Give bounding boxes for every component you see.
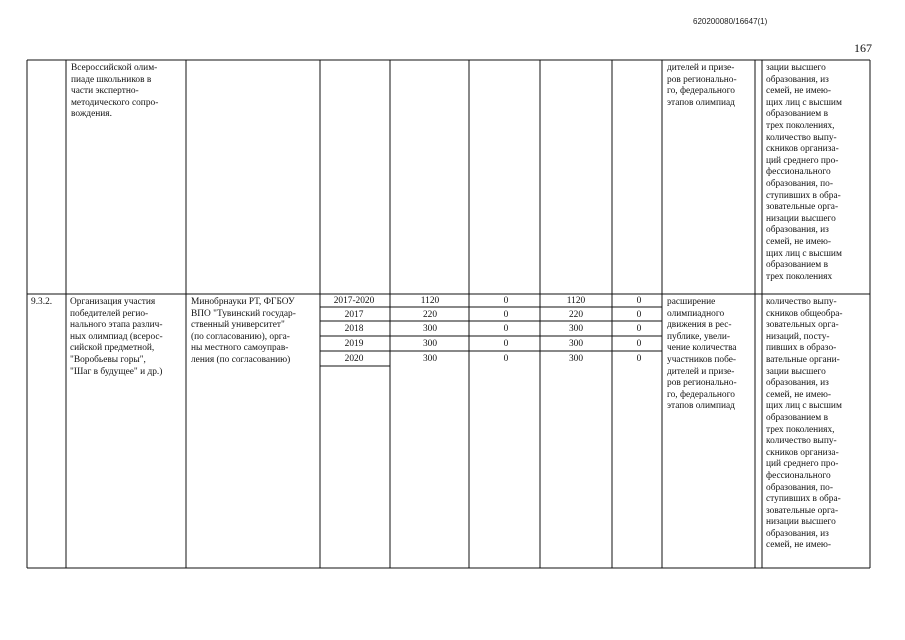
year-period: 2018 xyxy=(344,324,364,334)
other-value: 0 xyxy=(636,296,642,306)
cont-indicator-cell: зации высшего образования, из семей, не имею- щих лиц с высшим образованием в трех поколениях, количество выпу- скников организа- ций среднего про- фессионального образования, по- ступивших в обра- зовательные орга- низации высшего образования, из семей, не имею- щих лиц с высшим образованием в трех поколениях xyxy=(766,63,842,282)
federal-value: 0 xyxy=(503,339,509,349)
federal-value: 0 xyxy=(503,324,509,334)
year-period: 2017-2020 xyxy=(333,296,375,306)
total-value: 1120 xyxy=(420,296,440,306)
republic-value: 220 xyxy=(568,310,584,320)
total-value: 220 xyxy=(422,310,438,320)
republic-value: 1120 xyxy=(566,296,586,306)
executors-cell: Минобрнауки РТ, ФГБОУ ВПО "Тувинский государ- ственный университет" (по согласованию), орга- ны местного самоуправ- ления (по согласованию) xyxy=(191,297,296,365)
page-number: 167 xyxy=(854,41,872,55)
total-value: 300 xyxy=(422,324,438,334)
measure-name-cell: Организация участия победителей регио- нального этапа различ- ных олимпиад (всерос- сийской предметной, "Воробьевы горы", "Шаг в будущее" и др.) xyxy=(70,297,163,377)
other-value: 0 xyxy=(636,339,642,349)
document-id: 620200080/16647(1) xyxy=(693,17,768,26)
indicator-cell: количество выпу- скников общеобра- зовательных орга- низаций, посту- пивших в образо- вательные органи- зации высшего образования, из семей, не имею- щих лиц с высшим образованием в трех поколениях, количество выпу- скников организа- ций среднего про- фессионального образования, по- ступивших в обра- зовательные орга- низации высшего образования, из семей, не имею- xyxy=(766,297,843,551)
total-value: 300 xyxy=(422,354,438,364)
cont-result-cell: дителей и призе- ров регионально- го, федерального этапов олимпиад xyxy=(667,63,737,108)
year-period: 2019 xyxy=(344,339,364,349)
year-period: 2020 xyxy=(344,354,364,364)
expected-result-cell: расширение олимпиадного движения в рес- публике, увели- чение количества участников побе- дителей и призе- ров регионально- го, федерального этапов олимпиад xyxy=(667,297,737,412)
year-period: 2017 xyxy=(344,310,364,320)
federal-value: 0 xyxy=(503,296,509,306)
republic-value: 300 xyxy=(568,354,584,364)
cont-name-cell: Всероссийской олим- пиаде школьников в части экспертно- методического сопро- вождения. xyxy=(71,63,159,120)
other-value: 0 xyxy=(636,310,642,320)
republic-value: 300 xyxy=(568,339,584,349)
other-value: 0 xyxy=(636,324,642,334)
other-value: 0 xyxy=(636,354,642,364)
row-number: 9.3.2. xyxy=(31,297,53,307)
federal-value: 0 xyxy=(503,310,509,320)
federal-value: 0 xyxy=(503,354,509,364)
total-value: 300 xyxy=(422,339,438,349)
republic-value: 300 xyxy=(568,324,584,334)
